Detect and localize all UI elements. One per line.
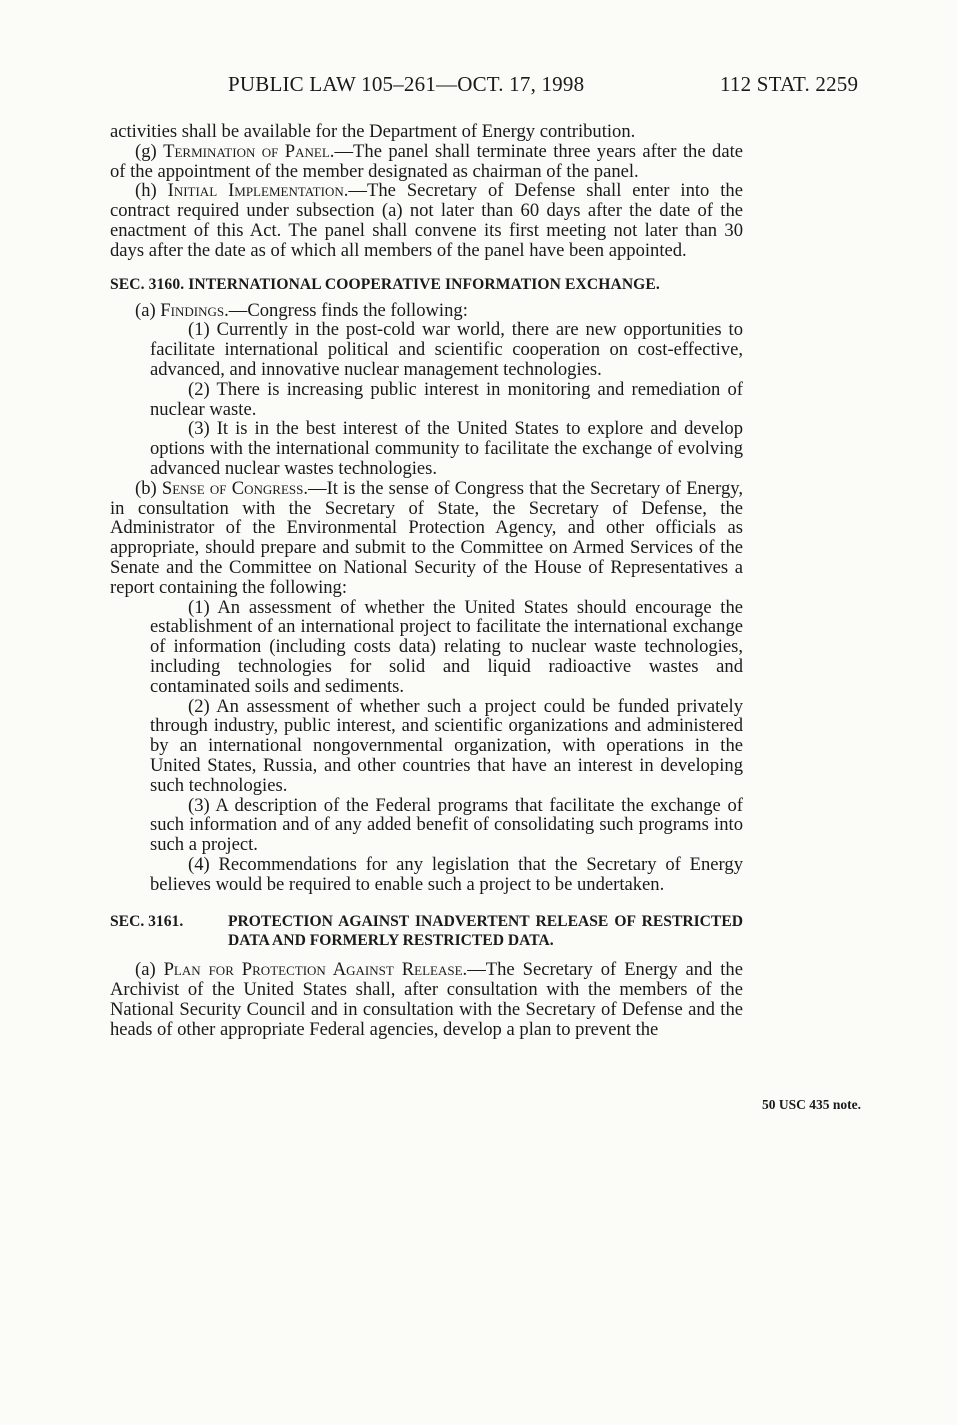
finding-2: (2) There is increasing public interest in monitoring and remediation of nuclear waste. bbox=[150, 378, 743, 420]
subsection-label: (a) bbox=[135, 959, 164, 981]
report-item-2: (2) An assessment of whether such a project could be funded privately through industry, public interest, and scientific organizations and administered by an international nongovernmental organization, with operations in the United States, Russia, and other countries that have an interest in developing such technologies. bbox=[150, 695, 743, 796]
header-title: PUBLIC LAW 105–261—OCT. 17, 1998 bbox=[228, 72, 585, 96]
section-3160-heading: SEC. 3160. INTERNATIONAL COOPERATIVE INFORMATION EXCHANGE. bbox=[110, 275, 660, 293]
subsection-heading: Plan for Protection Against Release. bbox=[163, 959, 468, 981]
section-3161-heading bbox=[110, 912, 743, 950]
section-3160-subsection-b bbox=[110, 479, 743, 598]
subsection-text: —The Secretary of Defense shall enter into the contract required under subsection (a) not later than 60 days after the date of the enactment of this Act. The panel shall convene its first meeting not later than 30 days after the date as of which all members of the panel have been appointed. bbox=[110, 180, 743, 261]
subsection-text: —The panel shall terminate three years after the date of the appointment of the member designated as chairman of the panel. bbox=[110, 140, 743, 182]
subsection-text: —It is the sense of Congress that the Secretary of Energy, in consultation with the Secretary of State, the Secretary of Defense, the Administrator of the Environmental Protection Agency, and other officials as appropriate, should prepare and submit to the Committee on Armed Services of the Senate and the Committee on National Security of the House of Representatives a report containing the following: bbox=[110, 477, 743, 598]
report-item-1: (1) An assessment of whether the United States should encourage the establishment of an international project to facilitate the international exchange of information (including costs data) relating to nuclear waste technologies, including technologies for solid and liquid radioactive wastes and contaminated soils and sediments. bbox=[150, 596, 743, 697]
subsection-label: (h) bbox=[135, 180, 168, 202]
subsection-label: (a) bbox=[135, 299, 161, 321]
paragraph-continuation: activities shall be available for the Department of Energy contribution. bbox=[110, 121, 636, 142]
finding-3: (3) It is in the best interest of the United States to explore and develop options with the international community to facilitate the exchange of evolving advanced nuclear wastes technologies. bbox=[150, 418, 743, 479]
section-title: PROTECTION AGAINST INADVERTENT RELEASE OF RESTRICTED DATA AND FORMERLY RESTRICTED DATA. bbox=[228, 913, 743, 950]
subsection-heading: Findings. bbox=[160, 299, 229, 321]
subsection-heading: Termination of Panel. bbox=[163, 140, 335, 162]
subsection-g bbox=[110, 142, 743, 182]
report-item-3: (3) A description of the Federal programs that facilitate the exchange of such information and of any added benefit of consolidating such programs into such a project. bbox=[150, 794, 743, 856]
section-3161-subsection-a bbox=[110, 960, 743, 1039]
subsection-heading: Initial Implementation. bbox=[167, 180, 349, 202]
margin-note-usc: 50 USC 435 note. bbox=[762, 1097, 862, 1112]
subsection-heading: Sense of Congress. bbox=[161, 477, 308, 499]
subsection-label: (g) bbox=[135, 140, 164, 162]
subsection-text: —Congress finds the following: bbox=[228, 299, 468, 321]
document-body bbox=[110, 122, 743, 1040]
subsection-text: —The Secretary of Energy and the Archivist of the United States shall, after consultation with the members of the National Security Council and in consultation with the Secretary of Defense and the heads of other appropriate Federal agencies, develop a plan to prevent the bbox=[110, 959, 743, 1040]
section-3160-subsection-a bbox=[110, 301, 743, 321]
header-stat-citation: 112 STAT. 2259 bbox=[720, 72, 859, 96]
subsection-h bbox=[110, 181, 743, 260]
section-number: SEC. 3161. bbox=[110, 913, 184, 931]
finding-1: (1) Currently in the post-cold war world, there are new opportunities to facilitate international political and scientific cooperation on cost-effective, advanced, and innovative nuclear management technologies. bbox=[150, 319, 743, 380]
subsection-label: (b) bbox=[135, 477, 162, 499]
page-header bbox=[0, 72, 957, 102]
report-item-4: (4) Recommendations for any legislation that the Secretary of Energy believes would be required to enable such a project to be undertaken. bbox=[150, 853, 743, 895]
